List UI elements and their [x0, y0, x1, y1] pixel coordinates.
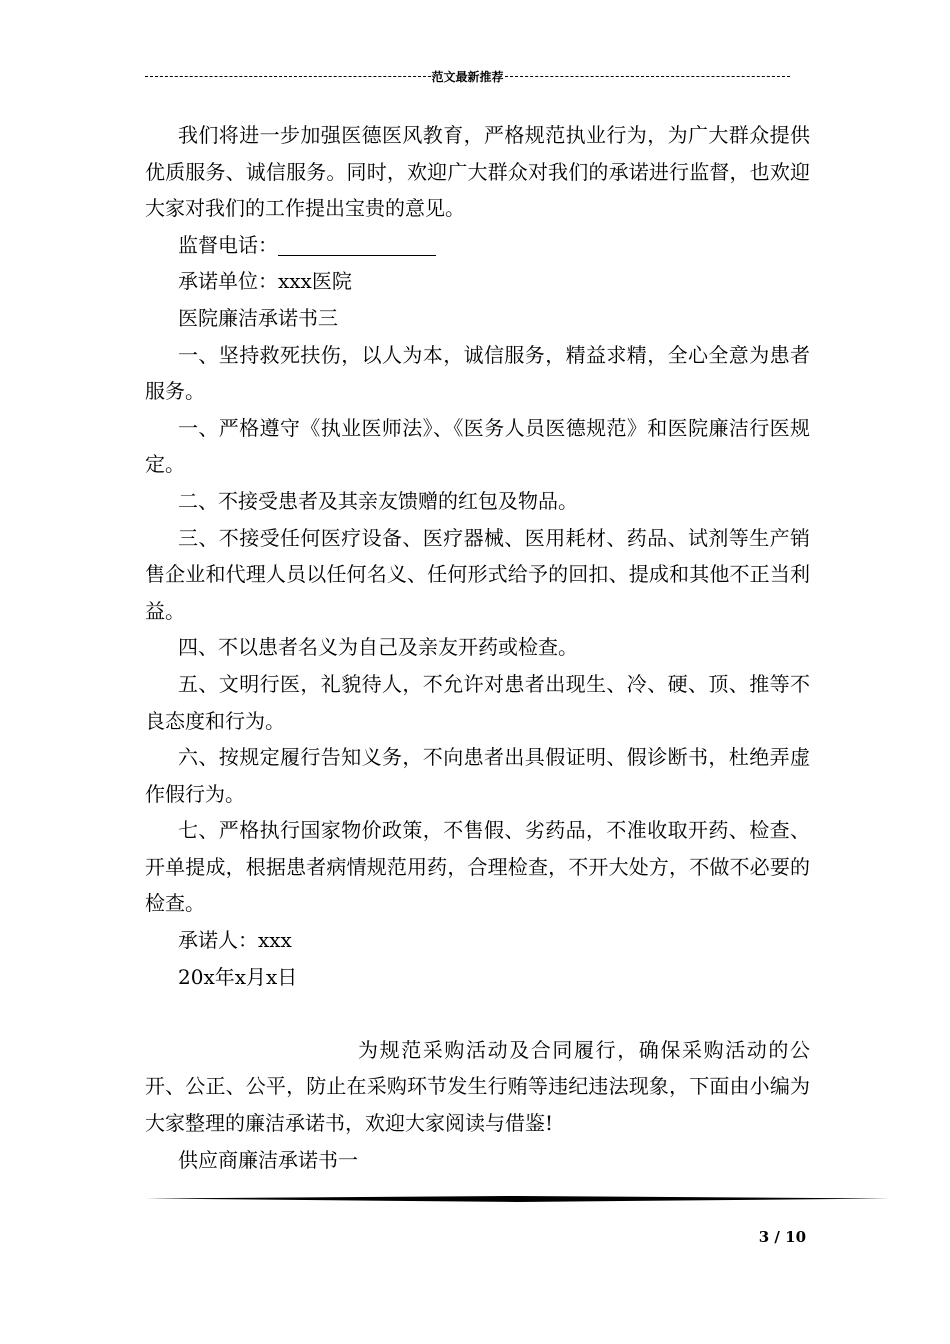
- supervision-phone-line: [145, 227, 810, 264]
- pledge-item: 二、不接受患者及其亲友馈赠的红包及物品。: [178, 488, 578, 513]
- paragraph-supplier-intro: 为规范采购活动及合同履行，确保采购活动的公开、公正、公平，防止在采购环节发生行贿等违纪违法现象，下面由小编为大家整理的廉洁承诺书，欢迎大家阅读与借鉴!: [145, 1037, 810, 1136]
- pledge-item: 三、不接受任何医疗设备、医疗器械、医用耗材、药品、试剂等生产销售企业和代理人员以任何名义、任何形式给予的回扣、提成和其他不正当利益。: [145, 525, 810, 623]
- pledge-item: 四、不以患者名义为自己及亲友开药或检查。: [178, 635, 578, 660]
- header-dash-right: [505, 76, 791, 77]
- pledge-item: 一、坚持救死扶伤，以人为本，诚信服务，精益求精，全心全意为患者服务。: [145, 342, 810, 404]
- header-dash-left: [145, 76, 431, 77]
- blank-line: [145, 995, 810, 1032]
- pledge-item: 六、按规定履行告知义务，不向患者出具假证明、假诊断书，杜绝弄虚作假行为。: [145, 745, 810, 806]
- pledge-unit: 承诺单位：xxx医院: [178, 269, 352, 294]
- header-title: 范文最新推荐: [431, 69, 504, 84]
- page-number: 3 / 10: [758, 1228, 806, 1246]
- supervision-phone-label: 监督电话：: [178, 232, 278, 257]
- pledge-item: 五、文明行医，礼貌待人，不允许对患者出现生、冷、硬、顶、推等不良态度和行为。: [145, 671, 810, 733]
- phone-blank-line: [278, 233, 436, 256]
- section-title: 医院廉洁承诺书三: [178, 305, 338, 330]
- pledge-item: 一、严格遵守《执业医师法》、《医务人员医德规范》和医院廉洁行医规定。: [145, 415, 810, 477]
- section-title: 供应商廉洁承诺书一: [178, 1147, 358, 1172]
- document-body: [145, 117, 810, 1178]
- footer-rule: [145, 1196, 890, 1202]
- pledger: 承诺人：xxx: [178, 928, 292, 953]
- footer-rule-shape: [145, 1196, 890, 1202]
- paragraph-intro: 我们将进一步加强医德医风教育，严格规范执业行为，为广大群众提供优质服务、诚信服务。同时，欢迎广大群众对我们的承诺进行监督，也欢迎大家对我们的工作提出宝贵的意见。: [145, 123, 810, 221]
- pledge-date: 20x年x月x日: [178, 964, 298, 989]
- page-header: [145, 66, 790, 86]
- pledge-item: 七、严格执行国家物价政策，不售假、劣药品，不准收取开药、检查、开单提成，根据患者病情规范用药，合理检查，不开大处方，不做不必要的检查。: [145, 818, 810, 916]
